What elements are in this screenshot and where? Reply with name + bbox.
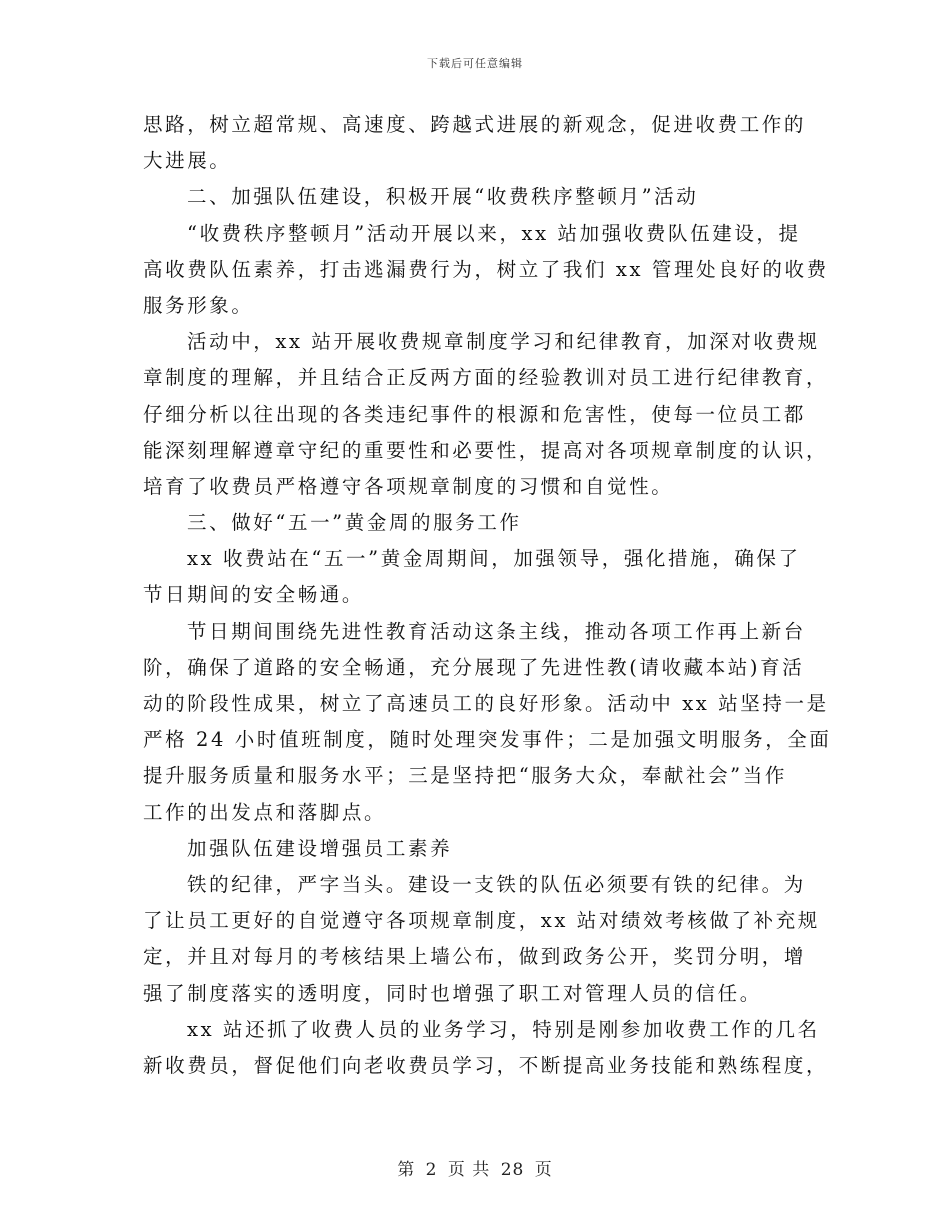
text-line: 加强队伍建设增强员工素养: [187, 836, 453, 860]
text-line: 仔细分析以往出现的各类违纪事件的根源和危害性，使每一位员工都: [143, 402, 807, 426]
text-line: 工作的出发点和落脚点。: [143, 800, 387, 824]
text-line: 思路，树立超常规、高速度、跨越式进展的新观念，促进收费工作的: [143, 113, 807, 136]
text-line: “收费秩序整顿月”活动开展以来，xx 站加强收费队伍建设，提: [187, 221, 801, 245]
text-line: xx 站还抓了收费人员的业务学习，特别是刚参加收费工作的几名: [187, 1017, 820, 1041]
text-line: 三、做好“五一”黄金周的服务工作: [187, 511, 522, 535]
footer-suffix: 页: [534, 1160, 553, 1180]
page-footer: [0, 1155, 950, 1180]
text-line: 节日期间围绕先进性教育活动这条主线，推动各项工作再上新台: [187, 619, 806, 643]
footer-total-pages: 28: [500, 1160, 525, 1180]
text-line: xx 收费站在“五一”黄金周期间，加强领导，强化措施，确保了: [187, 547, 801, 571]
text-line: 新收费员，督促他们向老收费员学习，不断提高业务技能和熟练程度，: [143, 1053, 829, 1077]
text-line: 强了制度落实的透明度，同时也增强了职工对管理人员的信任。: [143, 981, 762, 1005]
text-line: 阶，确保了道路的安全畅通，充分展现了先进性教(请收藏本站)育活: [143, 655, 805, 679]
footer-page-number: 2: [425, 1160, 438, 1180]
text-line: 服务形象。: [143, 293, 254, 317]
text-line: 大进展。: [143, 149, 232, 173]
text-line: 培育了收费员严格遵守各项规章制度的习惯和自觉性。: [143, 474, 674, 498]
footer-prefix: 第: [397, 1160, 416, 1180]
text-line: 高收费队伍素养，打击逃漏费行为，树立了我们 xx 管理处良好的收费: [143, 257, 829, 281]
text-line: 节日期间的安全畅通。: [143, 583, 365, 607]
text-line: 定，并且对每月的考核结果上墙公布，做到政务公开，奖罚分明，增: [143, 945, 807, 969]
text-line: 活动中，xx 站开展收费规章制度学习和纪律教育，加深对收费规: [187, 330, 820, 354]
text-line: 了让员工更好的自觉遵守各项规章制度，xx 站对绩效考核做了补充规: [143, 909, 820, 933]
footer-mid: 页 共: [447, 1160, 491, 1180]
text-line: 二、加强队伍建设，积极开展“收费秩序整顿月”活动: [187, 185, 699, 209]
page-header: 下载后可任意编辑: [427, 57, 523, 70]
text-line: 动的阶段性成果，树立了高速员工的良好形象。活动中 xx 站坚持一是: [143, 692, 829, 715]
text-line: 铁的纪律，严字当头。建设一支铁的队伍必须要有铁的纪律。为: [187, 872, 806, 896]
text-line: 严格 24 小时值班制度，随时处理突发事件；二是加强文明服务，全面: [143, 728, 832, 752]
text-line: 提升服务质量和服务水平；三是坚持把“服务大众，奉献社会”当作: [143, 764, 787, 788]
document-body: [143, 107, 832, 1084]
text-line: 能深刻理解遵章守纪的重要性和必要性，提高对各项规章制度的认识，: [143, 438, 829, 462]
text-line: 章制度的理解，并且结合正反两方面的经验教训对员工进行纪律教育，: [143, 366, 829, 390]
